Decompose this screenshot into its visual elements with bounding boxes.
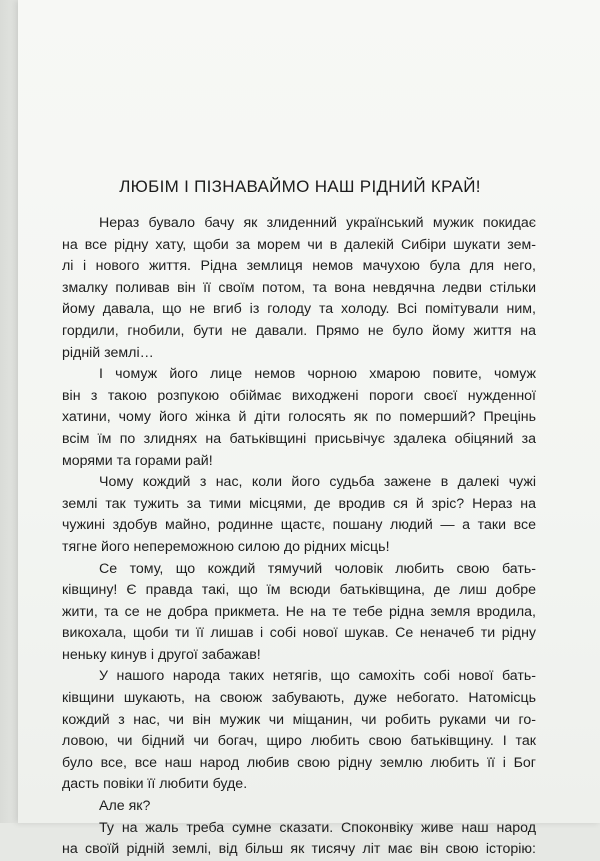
text-line: неньку кинув і другої забажав! (62, 646, 261, 663)
text-line: чужині здобув майно, родинне щастє, пошану людий — а таки все (62, 517, 536, 534)
text-line: У нашого народа таких нетягів, що самохіть собі нової бать- (99, 668, 536, 685)
text-line: ківщини шукають, на своюж забувають, дуже небогато. Натомісць (62, 690, 536, 707)
text-line: жити, та се не добра прикмета. Не на те тебе рідна земля вродила, (62, 603, 536, 620)
text-line: він з такою розпукою обіймає виходжені пороги своєї нужденної (62, 387, 536, 404)
page-edge (0, 0, 18, 823)
text-line: ківщину! Є правда такі, що їм всюди батьківщина, де лиш добре (62, 582, 536, 599)
text-line: хатини, чому його жінка й діти голосять як по померший? Прецінь (62, 409, 536, 426)
text-line: було все, все наш народ любив свою рідну землю любить її і Бог (62, 754, 536, 771)
text-line: викохала, щоби ти її лишав і собі нової шукав. Се неначеб ти рідну (62, 625, 536, 642)
text-line: Се тому, що кождий тямучий чоловік любить свою бать- (99, 560, 536, 577)
text-line: І чомуж його лице немов чорною хмарою повите, чомуж (99, 366, 536, 383)
text-line: Але як? (99, 798, 151, 815)
text-line: змалку поливав він її своїм потом, та вона невдячна ледви стільки (62, 279, 536, 296)
text-line: лі і нового життя. Рідна землиця немов мачухою була для него, (62, 258, 536, 275)
text-line: кождий з нас, чи він мужик чи міщанин, чи робить руками чи го- (62, 711, 536, 728)
text-line: морями та горами рай! (62, 452, 213, 469)
text-line: ловою, чи бідний чи богач, щиро любить свою батьківщину. І так (62, 733, 536, 750)
text-line: на своїй рідній землі, від більш як тисячу літ має він свою історію: (62, 841, 536, 858)
document-title: ЛЮБІМ І ПІЗНАВАЙМО НАШ РІДНИЙ КРАЙ! (119, 177, 481, 196)
document-body (62, 213, 536, 861)
text-line: всім їм по злиднях на батьківщині присьвічує здалека обіцяний за (62, 430, 536, 447)
text-line: рідній землі… (62, 344, 154, 361)
text-line: Нераз бувало бачу як злиденний український мужик покидає (99, 215, 536, 231)
text-line: Чому кождий з нас, коли його судьба зажене в далекі чужі (99, 474, 536, 491)
text-line: на все рідну хату, щоби за морем чи в далекій Сибіри шукати зем- (62, 236, 536, 253)
text-line: дасть повіки її любити буде. (62, 776, 248, 793)
text-line: йому давала, що не вгиб із голоду та холоду. Всі помітували ним, (62, 301, 536, 318)
text-line: гордили, гнобили, бути не давали. Прямо не було йому життя на (62, 322, 536, 339)
text-line: Ту на жаль треба сумне сказати. Споконвіку живе наш народ (99, 819, 536, 836)
text-line: тягне його непереможною силою до рідних місць! (62, 538, 390, 555)
text-line: землі так тужить за тими місцями, де вродив ся й зріс? Нераз на (62, 495, 536, 512)
